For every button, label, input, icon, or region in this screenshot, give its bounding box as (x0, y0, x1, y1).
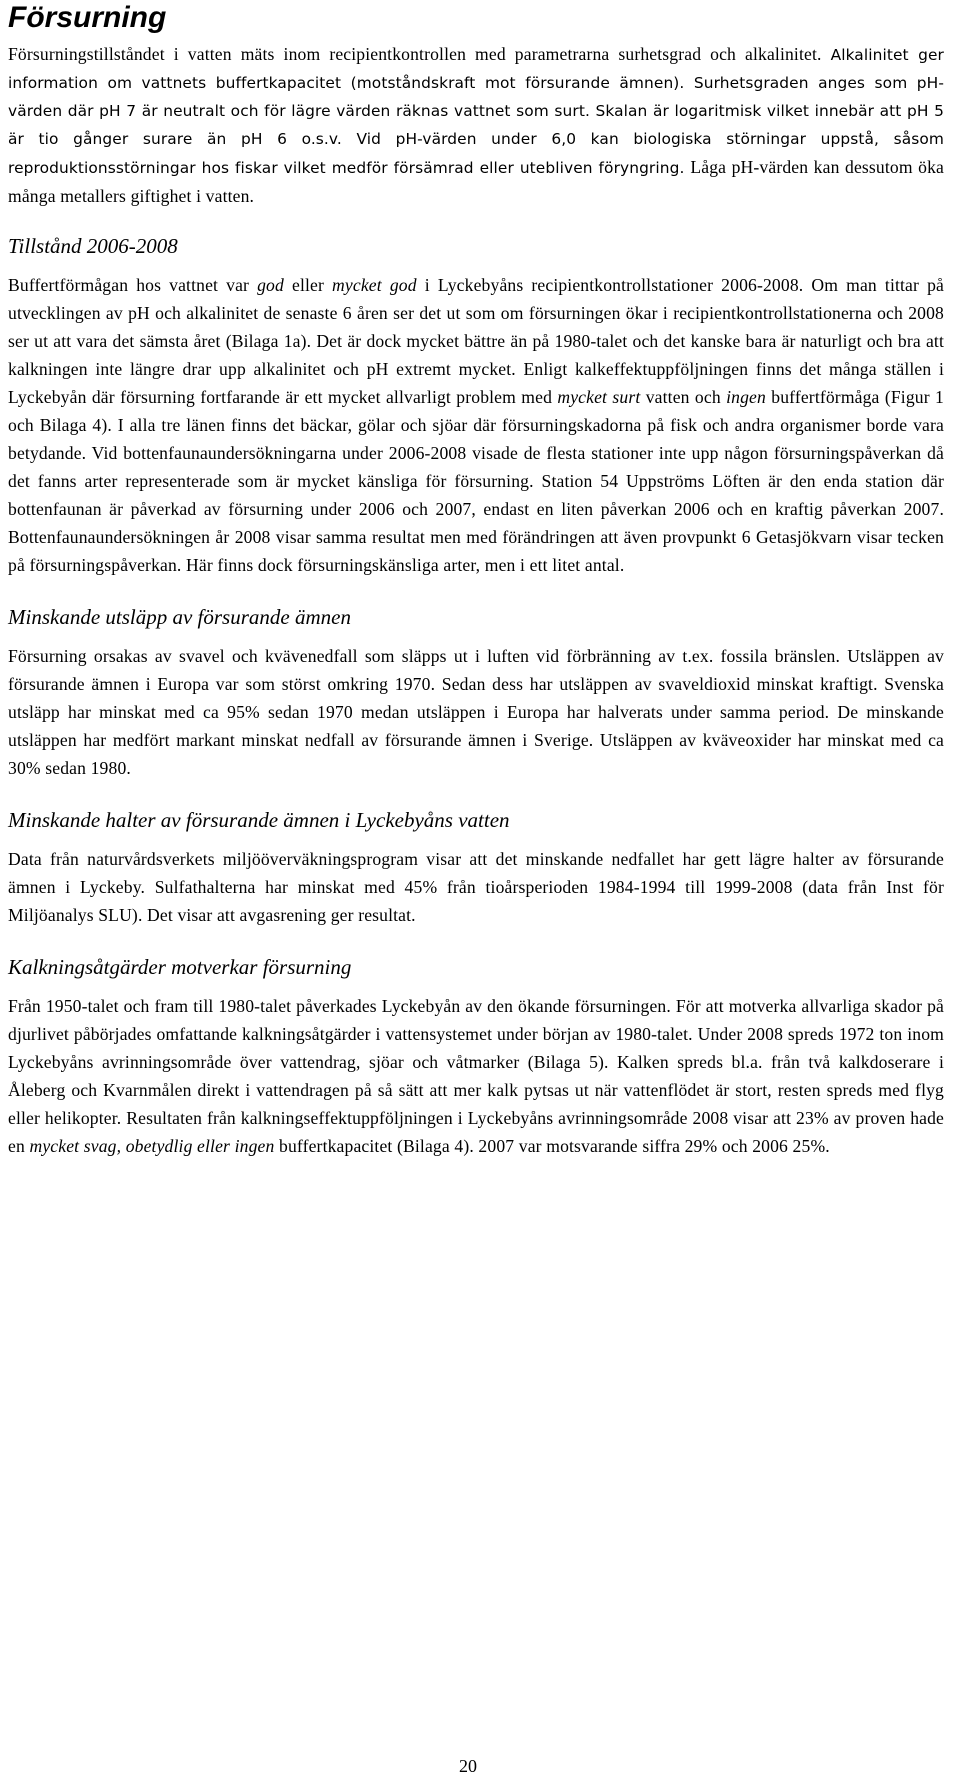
section-text-kalkning (8, 992, 944, 1160)
emphasis-ingen: ingen (726, 387, 766, 407)
intro-sentence-2: Alkalinitet ger information om vattnets buffertkapacitet (motståndskraft mot försurande ämnen). Surhetsgraden anges som pH-värden där pH 7 är neutralt och för lägre värden räknas vattnet som surt. Skalan är logaritmisk vilket innebär att pH 5 är tio gånger surare än pH 6 o.s.v. Vid pH-värden under 6,0 kan biologiska störningar uppstå, såsom reproduktionsstörningar hos fiskar vilket medför försämrad eller utebliven föryngring. (8, 46, 944, 177)
intro-sentence-1: Försurningstillståndet i vatten mäts inom recipientkontrollen med parametrarna surhetsgrad och alkalinitet. (8, 44, 831, 64)
section-text-minskande-utslapp: Försurning orsakas av svavel och kvävenedfall som släpps ut i luften vid förbränning av t.ex. fossila bränslen. Utsläppen av försurande ämnen i Europa var som störst omkring 1970. Sedan dess har utsläppen av svaveldioxid minskat kraftigt. Svenska utsläpp har minskat med ca 95% sedan 1970 medan utsläppen i Europa har halverats under samma period. De minskande utsläppen har medfört markant minskat nedfall av försurande ämnen i Sverige. Utsläppen av kväveoxider har minskat med ca 30% sedan 1980. (8, 646, 944, 778)
section-text-minskande-halter: Data från naturvårdsverkets miljööverväkningsprogram visar att det minskande nedfallet har gett lägre halter av försurande ämnen i Lyckeby. Sulfathalterna har minskat med 45% från tioårsperioden 1984-1994 till 1999-2008 (data från Inst för Miljöanalys SLU). Det visar att avgasrening ger resultat. (8, 849, 944, 925)
emphasis-mycket-god: mycket god (332, 275, 417, 295)
section-heading-minskande-halter: Minskande halter av försurande ämnen i Lyckebyåns vatten (8, 808, 510, 832)
text-run: Buffertförmågan hos vattnet var (8, 275, 258, 295)
text-run: vatten och (640, 387, 727, 407)
section-heading-kalkning: Kalkningsåtgärder motverkar försurning (8, 955, 352, 979)
emphasis-god: god (257, 275, 284, 295)
page-number: 20 (459, 1756, 477, 1776)
text-run: eller (283, 275, 333, 295)
page-title: Försurning (8, 1, 167, 34)
text-run: buffertförmåga (Figur 1 och Bilaga 4). I alla tre länen finns det bäckar, gölar och sjöar där försurningskadorna på fisk och andra organismer borde vara betydande. Vid bottenfaunaundersökningarna under 2006-2008 visade de flesta stationer inte upp någon försurningspåverkan då det fanns arter representerade som är mycket känsliga för försurning. Station 54 Uppströms Löften är den enda station där bottenfaunan är påverkad av försurning under 2006 och 2007, endast en liten påverkan 2006 och en kraftig påverkan 2007. Bottenfaunaundersökningen år 2008 visar samma resultat men med förändringen att även provpunkt 6 Getasjökvarn visar tecken på försurningspåverkan. Här finns dock försurningskänsliga arter, men i ett litet antal. (8, 387, 944, 575)
text-run: i Lyckebyåns recipientkontrollstationer 2006-2008. Om man tittar på utvecklingen av pH och alkalinitet de senaste 6 åren ser det ut som om försurningen ökar i recipientkontrollstationerna och 2008 ser ut att vara det sämsta året (Bilaga 1a). Det är dock mycket bättre än på 1980-talet och det kanske bara är naturligt och bra att kalkningen inte längre drar upp alkalinitet och pH extremt mycket. Enligt kalkeffektuppföljningen finns det många ställen i Lyckebyån där försurning fortfarande är ett mycket allvarligt problem med (8, 275, 944, 407)
intro-sentence-3: Låga pH-värden kan dessutom öka många metallers giftighet i vatten. (8, 157, 944, 206)
document-page (8, 0, 944, 1160)
intro-paragraph (8, 40, 944, 211)
section-heading-minskande-utslapp: Minskande utsläpp av försurande ämnen (8, 605, 351, 629)
section-heading-tillstand: Tillstånd 2006-2008 (8, 234, 178, 258)
section-text-tillstand (8, 271, 944, 579)
emphasis-mycket-surt: mycket surt (557, 387, 641, 407)
text-run: Från 1950-talet och fram till 1980-talet påverkades Lyckebyån av den ökande försurningen. För att motverka allvarliga skador på djurlivet påbörjades omfattande kalkningsåtgärder i vattensystemet under början av 1980-talet. Under 2008 spreds 1972 ton inom Lyckebyåns avrinningsområde över vattendrag, sjöar och våtmarker (Bilaga 5). Kalken spreds bl.a. från två kalkdoserare i Åleberg och Kvarnmålen direkt i vattendragen på så sätt att mer kalk pytsas ut när vattenflödet är stort, resten spreds med flyg eller helikopter. Resultaten från kalkningseffektuppföljningen i Lyckebyåns avrinningsområde 2008 visar att 23% av proven hade en (8, 996, 944, 1156)
emphasis-buffertkapacitet: mycket svag, obetydlig eller ingen (29, 1136, 275, 1156)
text-run: buffertkapacitet (Bilaga 4). 2007 var motsvarande siffra 29% och 2006 25%. (274, 1136, 830, 1156)
